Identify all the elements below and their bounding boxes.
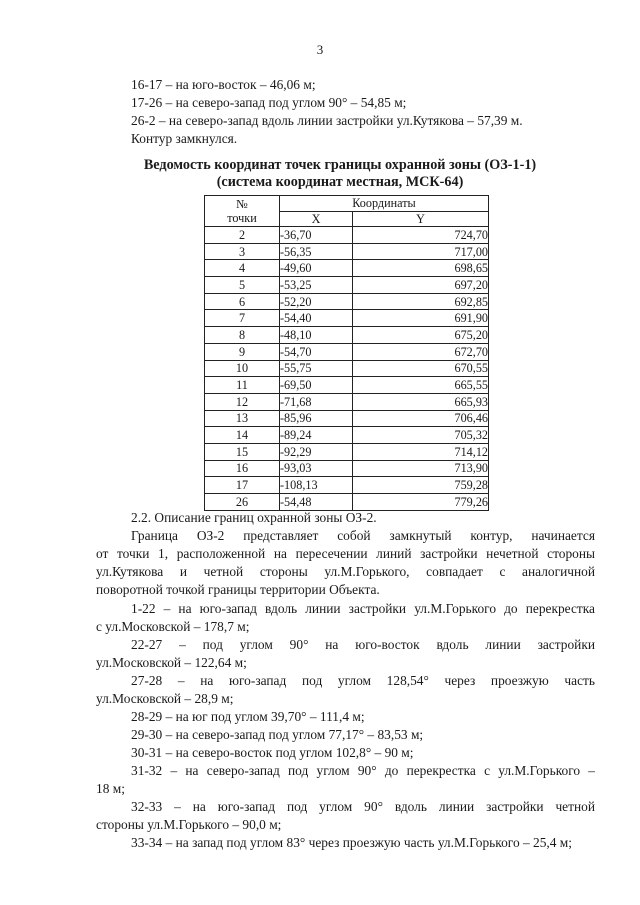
coord-y: 717,00 xyxy=(353,243,489,260)
table-row xyxy=(205,410,489,427)
coord-x: -36,70 xyxy=(280,227,353,244)
coord-y: 665,93 xyxy=(353,393,489,410)
paragraph-line: от точки 1, расположенной на пересечении линий застройки нечетной стороны xyxy=(96,546,595,561)
table-row xyxy=(205,377,489,394)
coord-y: 670,55 xyxy=(353,360,489,377)
coord-y: 692,85 xyxy=(353,293,489,310)
header-y: Y xyxy=(353,211,489,227)
section-heading: 2.2. Описание границ охранной зоны ОЗ-2. xyxy=(131,510,377,525)
segment-line: 30-31 – на северо-восток под углом 102,8° – 90 м; xyxy=(131,745,414,760)
intro-line: 16-17 – на юго-восток – 46,06 м; xyxy=(131,77,316,92)
segment-line: с ул.Московской – 178,7 м; xyxy=(96,619,250,634)
point-number: 8 xyxy=(205,327,280,344)
segment-line: ул.Московской – 28,9 м; xyxy=(96,691,234,706)
header-coordinates: Координаты xyxy=(280,196,489,212)
coord-x: -49,60 xyxy=(280,260,353,277)
table-row xyxy=(205,477,489,494)
point-number: 17 xyxy=(205,477,280,494)
segment-line: 27-28 – на юго-запад под углом 128,54° через проезжую часть xyxy=(131,673,595,688)
segment-line: стороны ул.М.Горького – 90,0 м; xyxy=(96,817,282,832)
coord-x: -85,96 xyxy=(280,410,353,427)
coord-y: 672,70 xyxy=(353,343,489,360)
coord-y: 713,90 xyxy=(353,460,489,477)
coord-x: -53,25 xyxy=(280,277,353,294)
coordinates-table xyxy=(204,195,489,511)
header-x: X xyxy=(280,211,353,227)
point-number: 12 xyxy=(205,393,280,410)
table-row xyxy=(205,293,489,310)
coord-x: -71,68 xyxy=(280,393,353,410)
coord-y: 706,46 xyxy=(353,410,489,427)
point-number: 11 xyxy=(205,377,280,394)
intro-line: 26-2 – на северо-запад вдоль линии застройки ул.Кутякова – 57,39 м. xyxy=(131,113,523,128)
coord-y: 714,12 xyxy=(353,443,489,460)
coord-x: -55,75 xyxy=(280,360,353,377)
segment-line: 32-33 – на юго-запад под углом 90° вдоль линии застройки четной xyxy=(131,799,595,814)
point-number: 26 xyxy=(205,494,280,511)
intro-line: Контур замкнулся. xyxy=(131,131,238,146)
table-row xyxy=(205,343,489,360)
page-number: 3 xyxy=(316,42,324,57)
segment-line: 29-30 – на северо-запад под углом 77,17° – 83,53 м; xyxy=(131,727,424,742)
header-point-number xyxy=(205,196,280,227)
segment-line: ул.Московской – 122,64 м; xyxy=(96,655,247,670)
table-title-line2: (система координат местная, МСК-64) xyxy=(216,174,464,190)
coord-x: -52,20 xyxy=(280,293,353,310)
point-number: 14 xyxy=(205,427,280,444)
coord-x: -54,70 xyxy=(280,343,353,360)
table-row xyxy=(205,460,489,477)
point-number: 10 xyxy=(205,360,280,377)
segment-line: 28-29 – на юг под углом 39,70° – 111,4 м; xyxy=(131,709,365,724)
coord-x: -89,24 xyxy=(280,427,353,444)
table-row xyxy=(205,243,489,260)
header-num-symbol: № xyxy=(236,197,248,211)
coord-x: -69,50 xyxy=(280,377,353,394)
coord-x: -48,10 xyxy=(280,327,353,344)
table-row xyxy=(205,360,489,377)
coord-x: -92,29 xyxy=(280,443,353,460)
point-number: 7 xyxy=(205,310,280,327)
point-number: 3 xyxy=(205,243,280,260)
segment-line: 22-27 – под углом 90° на юго-восток вдоль линии застройки xyxy=(131,637,595,652)
table-title-line1: Ведомость координат точек границы охранной зоны (ОЗ-1-1) xyxy=(143,157,537,173)
coord-x: -54,48 xyxy=(280,494,353,511)
point-number: 4 xyxy=(205,260,280,277)
paragraph-line: ул.Кутякова и четной стороны ул.М.Горького, совпадает с аналогичной xyxy=(96,564,595,579)
coord-y: 705,32 xyxy=(353,427,489,444)
point-number: 13 xyxy=(205,410,280,427)
table-row xyxy=(205,277,489,294)
segment-line: 33-34 – на запад под углом 83° через проезжую часть ул.М.Горького – 25,4 м; xyxy=(131,835,573,850)
segment-line: 18 м; xyxy=(96,781,125,796)
coord-y: 691,90 xyxy=(353,310,489,327)
point-number: 9 xyxy=(205,343,280,360)
table-row xyxy=(205,227,489,244)
table-row xyxy=(205,494,489,511)
coord-y: 724,70 xyxy=(353,227,489,244)
intro-line: 17-26 – на северо-запад под углом 90° – 54,85 м; xyxy=(131,95,407,110)
paragraph-line: поворотной точкой границы территории Объекта. xyxy=(96,582,380,597)
coord-y: 698,65 xyxy=(353,260,489,277)
point-number: 2 xyxy=(205,227,280,244)
table-row xyxy=(205,310,489,327)
segment-line: 1-22 – на юго-запад вдоль линии застройки ул.М.Горького до перекрестка xyxy=(131,601,595,616)
coord-y: 759,28 xyxy=(353,477,489,494)
point-number: 16 xyxy=(205,460,280,477)
table-row xyxy=(205,427,489,444)
coord-x: -108,13 xyxy=(280,477,353,494)
segment-line: 31-32 – на северо-запад под углом 90° до перекрестка с ул.М.Горького – xyxy=(131,763,595,778)
table-row xyxy=(205,260,489,277)
coord-y: 697,20 xyxy=(353,277,489,294)
coord-x: -93,03 xyxy=(280,460,353,477)
table-row xyxy=(205,443,489,460)
table-row xyxy=(205,393,489,410)
table-row xyxy=(205,327,489,344)
point-number: 15 xyxy=(205,443,280,460)
header-num-word: точки xyxy=(227,211,257,225)
coord-x: -54,40 xyxy=(280,310,353,327)
coord-y: 675,20 xyxy=(353,327,489,344)
paragraph-line: Граница ОЗ-2 представляет собой замкнутый контур, начинается xyxy=(131,528,595,543)
coord-y: 665,55 xyxy=(353,377,489,394)
point-number: 5 xyxy=(205,277,280,294)
point-number: 6 xyxy=(205,293,280,310)
coord-x: -56,35 xyxy=(280,243,353,260)
coord-y: 779,26 xyxy=(353,494,489,511)
